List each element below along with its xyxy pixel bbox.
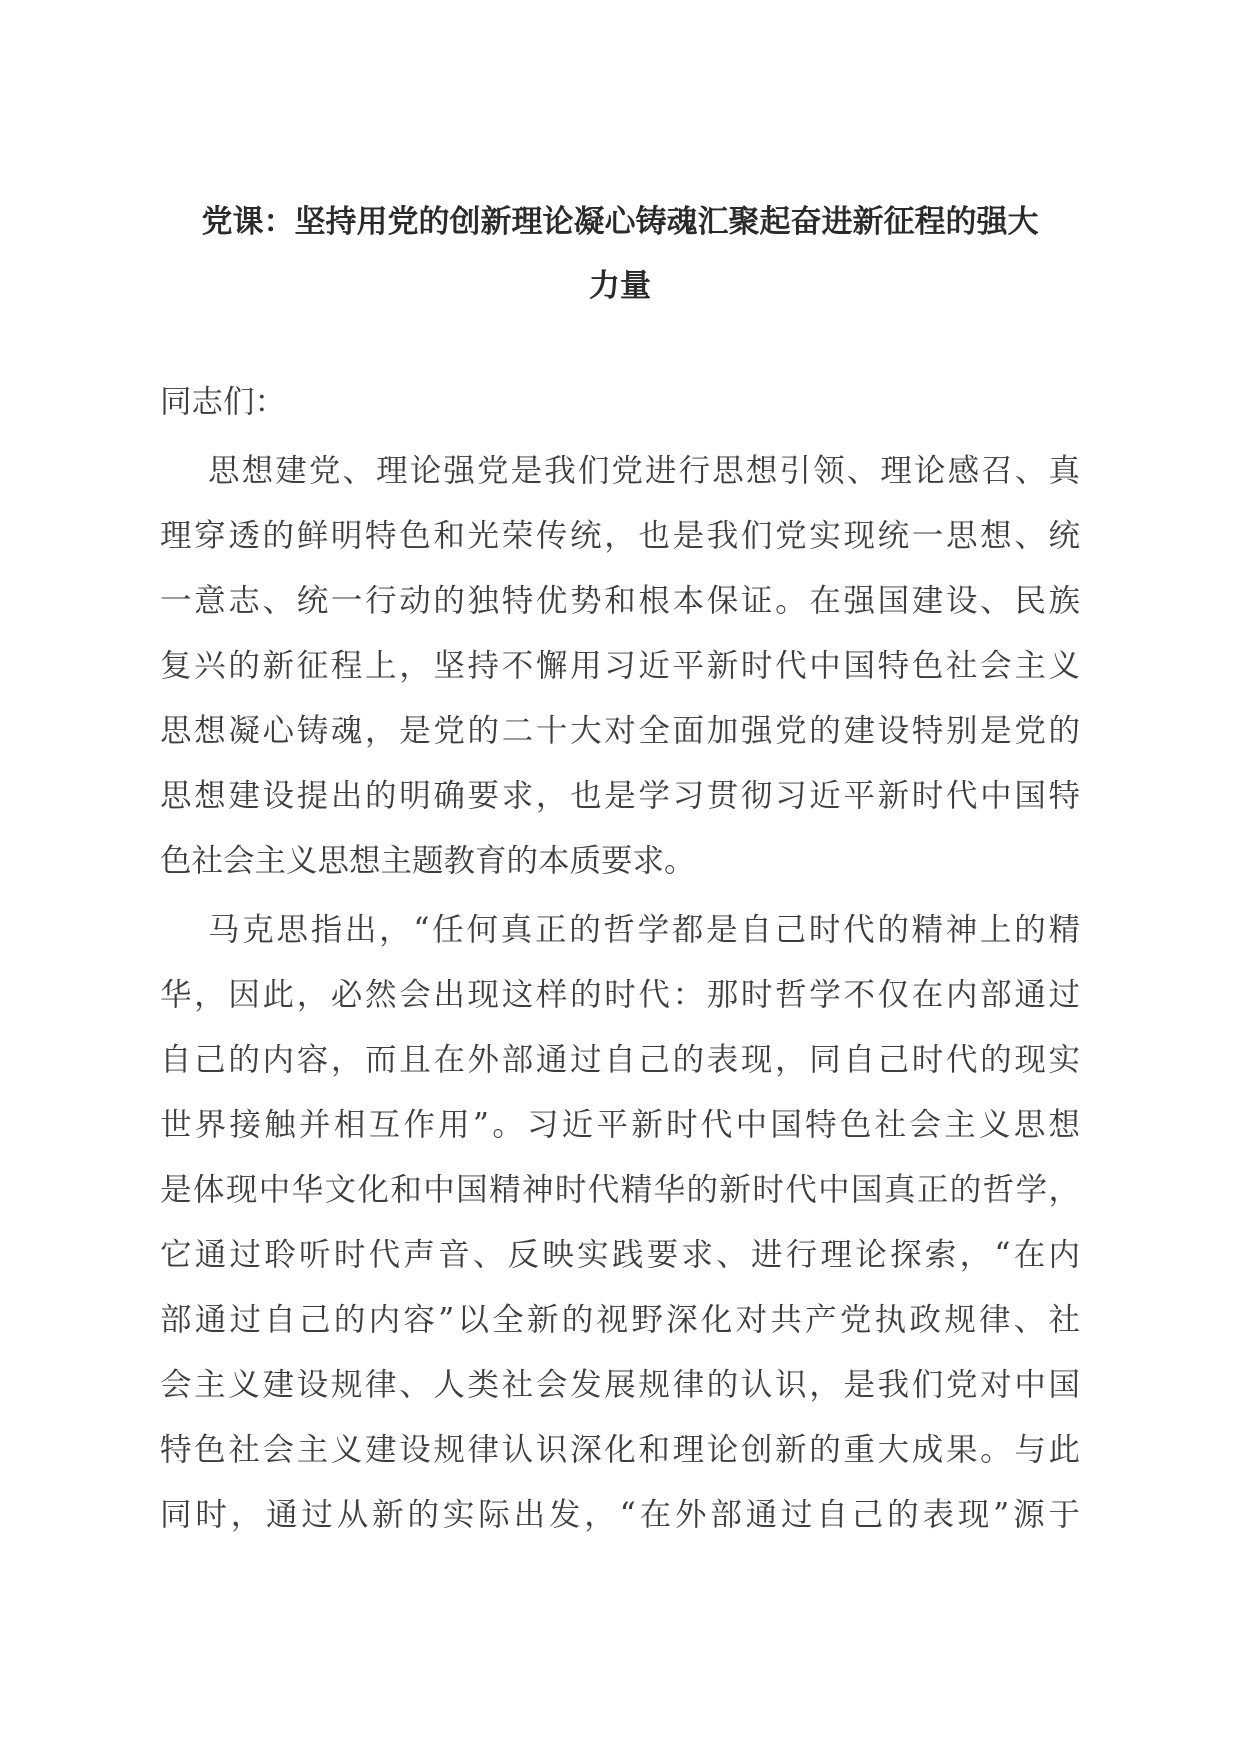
text-line: 马克思指出，“任何真正的哲学都是自己时代的精神上的精 — [208, 912, 1080, 948]
text-line: 复兴的新征程上，坚持不懈用习近平新时代中国特色社会主义 — [160, 648, 1080, 684]
document-body — [160, 370, 1080, 1552]
text-line: 理穿透的鲜明特色和光荣传统，也是我们党实现统一思想、统 — [160, 518, 1080, 554]
text-line: 思想凝心铸魂，是党的二十大对全面加强党的建设特别是党的 — [160, 713, 1080, 749]
text-line: 色社会主义思想主题教育的本质要求。 — [160, 843, 696, 879]
text-line: 是体现中华文化和中国精神时代精华的新时代中国真正的哲学， — [160, 1172, 1080, 1208]
text-line: 思想建党、理论强党是我们党进行思想引领、理论感召、真 — [208, 453, 1080, 489]
paragraph-2 — [160, 898, 1080, 1548]
paragraph-1 — [160, 439, 1080, 894]
text-line: 华，因此，必然会出现这样的时代：那时哲学不仅在内部通过 — [160, 977, 1080, 1013]
title-line-2: 力量 — [589, 268, 651, 304]
text-line: 自己的内容，而且在外部通过自己的表现，同自己时代的现实 — [160, 1042, 1080, 1078]
text-line: 思想建设提出的明确要求，也是学习贯彻习近平新时代中国特 — [160, 778, 1080, 814]
document-title — [160, 190, 1080, 318]
text-line: 特色社会主义建设规律认识深化和理论创新的重大成果。与此 — [160, 1432, 1080, 1468]
text-line: 一意志、统一行动的独特优势和根本保证。在强国建设、民族 — [160, 583, 1080, 619]
text-line: 会主义建设规律、人类社会发展规律的认识，是我们党对中国 — [160, 1367, 1080, 1403]
text-line: 它通过聆听时代声音、反映实践要求、进行理论探索，“在内 — [160, 1237, 1080, 1273]
text-line: 世界接触并相互作用”。习近平新时代中国特色社会主义思想 — [160, 1107, 1080, 1143]
text-line: 部通过自己的内容”以全新的视野深化对共产党执政规律、社 — [160, 1302, 1080, 1338]
text-line: 同时，通过从新的实际出发，“在外部通过自己的表现”源于 — [160, 1497, 1080, 1533]
greeting: 同志们： — [160, 384, 287, 420]
title-line-1: 党课：坚持用党的创新理论凝心铸魂汇聚起奋进新征程的强大 — [201, 204, 1039, 240]
